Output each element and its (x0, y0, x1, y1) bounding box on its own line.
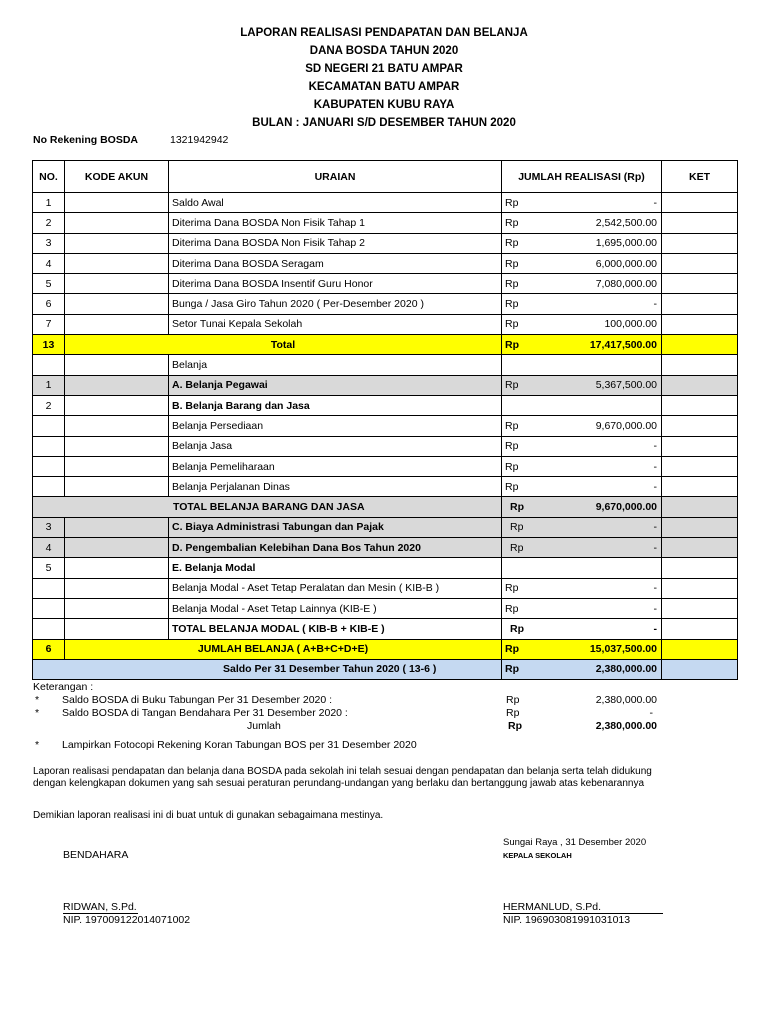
row-amount: - (552, 538, 662, 558)
row-currency: Rp (502, 416, 552, 436)
row-ket (662, 416, 738, 436)
row-uraian: Diterima Dana BOSDA Seragam (169, 253, 502, 273)
table-row (33, 497, 738, 517)
row-currency: Rp (502, 456, 552, 476)
row-currency: Rp (502, 497, 552, 517)
note-item2-label: Saldo BOSDA di Tangan Bendahara Per 31 Desember 2020 : (62, 707, 348, 719)
table-row (33, 517, 738, 537)
row-amount: 100,000.00 (552, 314, 662, 334)
row-amount: - (552, 294, 662, 314)
row-currency: Rp (502, 639, 552, 659)
kepala-sekolah-nip: NIP. 196903081991031013 (503, 914, 631, 926)
row-currency: Rp (502, 436, 552, 456)
row-uraian: Belanja Modal - Aset Tetap Peralatan dan Mesin ( KIB-B ) (169, 578, 502, 598)
row-amount: - (552, 456, 662, 476)
row-amount: - (552, 619, 662, 639)
row-no (33, 619, 65, 639)
row-kode-akun (65, 274, 169, 294)
row-no (33, 598, 65, 618)
row-amount: 1,695,000.00 (552, 233, 662, 253)
table-row (33, 193, 738, 213)
rekening-label: No Rekening BOSDA (33, 134, 139, 146)
row-uraian: Belanja Modal - Aset Tetap Lainnya (KIB-E ) (169, 598, 502, 618)
row-ket (662, 436, 738, 456)
row-ket (662, 314, 738, 334)
row-amount: 9,670,000.00 (552, 497, 662, 517)
row-kode-akun (65, 619, 169, 639)
row-currency: Rp (502, 274, 552, 294)
row-ket (662, 639, 738, 659)
row-uraian: TOTAL BELANJA MODAL ( KIB-B + KIB-E ) (169, 619, 502, 639)
row-uraian: Belanja Persediaan (169, 416, 502, 436)
place-date: Sungai Raya , 31 Desember 2020 (503, 837, 647, 848)
row-no (33, 578, 65, 598)
row-kode-akun (65, 294, 169, 314)
note-item2-amount: - (649, 707, 653, 719)
row-ket (662, 538, 738, 558)
statement-closing: Demikian laporan realisasi ini di buat untuk di gunakan sebagaimana mestinya. (33, 810, 384, 821)
table-row (33, 213, 738, 233)
table-row (33, 416, 738, 436)
row-amount: - (552, 477, 662, 497)
row-uraian: A. Belanja Pegawai (169, 375, 502, 395)
row-amount: 2,380,000.00 (552, 659, 662, 679)
row-uraian: C. Biaya Administrasi Tabungan dan Pajak (169, 517, 502, 537)
header-kode-akun: KODE AKUN (65, 161, 169, 193)
row-kode-akun (65, 314, 169, 334)
statement-line1: Laporan realisasi pendapatan dan belanja dana BOSDA pada sekolah ini telah sesuai dengan pendapatan dan belanja serta telah didukung (33, 766, 652, 777)
row-uraian: Saldo Awal (169, 193, 502, 213)
row-no: 2 (33, 395, 65, 415)
row-uraian: Bunga / Jasa Giro Tahun 2020 ( Per-Desember 2020 ) (169, 294, 502, 314)
row-currency (502, 395, 552, 415)
row-kode-akun (65, 416, 169, 436)
row-uraian: Setor Tunai Kepala Sekolah (169, 314, 502, 334)
row-no: 3 (33, 517, 65, 537)
row-ket (662, 659, 738, 679)
row-ket (662, 294, 738, 314)
row-no: 7 (33, 314, 65, 334)
row-currency: Rp (502, 335, 552, 355)
row-no (33, 355, 65, 375)
report-period: BULAN : JANUARI S/D DESEMBER TAHUN 2020 (252, 117, 516, 129)
row-amount: 15,037,500.00 (552, 639, 662, 659)
row-ket (662, 558, 738, 578)
row-no: 4 (33, 253, 65, 273)
row-amount: - (552, 598, 662, 618)
row-amount: 2,542,500.00 (552, 213, 662, 233)
row-uraian: B. Belanja Barang dan Jasa (169, 395, 502, 415)
row-currency: Rp (502, 253, 552, 273)
row-kode-akun (65, 253, 169, 273)
row-ket (662, 233, 738, 253)
row-currency: Rp (502, 294, 552, 314)
report-regency: KABUPATEN KUBU RAYA (313, 99, 455, 111)
row-ket (662, 619, 738, 639)
note-item1-amount: 2,380,000.00 (595, 694, 657, 706)
row-currency: Rp (502, 375, 552, 395)
row-currency: Rp (502, 193, 552, 213)
row-no: 1 (33, 193, 65, 213)
row-no: 4 (33, 538, 65, 558)
row-currency: Rp (502, 659, 552, 679)
row-kode-akun (65, 395, 169, 415)
row-amount (552, 558, 662, 578)
table-row (33, 558, 738, 578)
row-currency (502, 355, 552, 375)
note-lampiran: Lampirkan Fotocopi Rekening Koran Tabungan BOS per 31 Desember 2020 (62, 739, 417, 751)
row-currency: Rp (502, 517, 552, 537)
note-bullet: * (35, 694, 40, 706)
row-no (33, 416, 65, 436)
row-uraian: Belanja Jasa (169, 436, 502, 456)
note-item2-currency: Rp (506, 707, 520, 719)
row-ket (662, 517, 738, 537)
table-header-row (33, 161, 738, 193)
row-no: 6 (33, 294, 65, 314)
row-kode-akun (65, 578, 169, 598)
row-amount: - (552, 517, 662, 537)
row-ket (662, 355, 738, 375)
table-row (33, 395, 738, 415)
report-district: KECAMATAN BATU AMPAR (308, 81, 460, 93)
row-ket (662, 335, 738, 355)
row-uraian: Diterima Dana BOSDA Non Fisik Tahap 2 (169, 233, 502, 253)
row-uraian: Total (65, 335, 502, 355)
row-kode-akun (65, 517, 169, 537)
row-uraian: Belanja Perjalanan Dinas (169, 477, 502, 497)
note-jumlah-amount: 2,380,000.00 (595, 720, 657, 732)
note-jumlah-label: Jumlah (247, 720, 281, 732)
row-ket (662, 375, 738, 395)
kepala-sekolah-role: KEPALA SEKOLAH (503, 851, 572, 860)
bendahara-name: RIDWAN, S.Pd. (63, 901, 137, 913)
row-currency: Rp (502, 598, 552, 618)
table-row (33, 456, 738, 476)
row-kode-akun (65, 436, 169, 456)
row-uraian: Belanja Pemeliharaan (169, 456, 502, 476)
row-uraian: Saldo Per 31 Desember Tahun 2020 ( 13-6 ) (33, 659, 502, 679)
row-currency: Rp (502, 477, 552, 497)
table-row (33, 598, 738, 618)
header-uraian: URAIAN (169, 161, 502, 193)
row-uraian: Diterima Dana BOSDA Non Fisik Tahap 1 (169, 213, 502, 233)
table-row (33, 355, 738, 375)
row-no: 13 (33, 335, 65, 355)
note-item1-label: Saldo BOSDA di Buku Tabungan Per 31 Desember 2020 : (62, 694, 333, 706)
note-item1-currency: Rp (506, 694, 520, 706)
row-uraian: E. Belanja Modal (169, 558, 502, 578)
row-no (33, 456, 65, 476)
report-fund: DANA BOSDA TAHUN 2020 (309, 45, 459, 57)
row-kode-akun (65, 233, 169, 253)
row-no: 2 (33, 213, 65, 233)
row-amount (552, 395, 662, 415)
row-ket (662, 395, 738, 415)
table-row (33, 274, 738, 294)
table-row (33, 253, 738, 273)
row-uraian: TOTAL BELANJA BARANG DAN JASA (33, 497, 502, 517)
row-uraian: Diterima Dana BOSDA Insentif Guru Honor (169, 274, 502, 294)
row-amount: - (552, 193, 662, 213)
table-row (33, 375, 738, 395)
row-no: 1 (33, 375, 65, 395)
table-row (33, 335, 738, 355)
row-currency: Rp (502, 578, 552, 598)
row-kode-akun (65, 477, 169, 497)
row-no (33, 477, 65, 497)
table-row (33, 477, 738, 497)
bendahara-role: BENDAHARA (63, 849, 129, 861)
table-row (33, 659, 738, 679)
row-amount: 17,417,500.00 (552, 335, 662, 355)
row-no: 5 (33, 274, 65, 294)
row-no: 6 (33, 639, 65, 659)
row-amount: - (552, 578, 662, 598)
table-row (33, 233, 738, 253)
row-ket (662, 213, 738, 233)
row-uraian: JUMLAH BELANJA ( A+B+C+D+E) (65, 639, 502, 659)
row-no (33, 436, 65, 456)
table-row (33, 314, 738, 334)
row-no: 3 (33, 233, 65, 253)
row-currency (502, 558, 552, 578)
row-amount: 5,367,500.00 (552, 375, 662, 395)
note-jumlah-currency: Rp (508, 720, 522, 732)
row-kode-akun (65, 598, 169, 618)
row-kode-akun (65, 538, 169, 558)
row-amount: - (552, 436, 662, 456)
report-school: SD NEGERI 21 BATU AMPAR (305, 63, 463, 75)
row-currency: Rp (502, 314, 552, 334)
row-currency: Rp (502, 213, 552, 233)
table-row (33, 639, 738, 659)
row-amount: 7,080,000.00 (552, 274, 662, 294)
header-jumlah: JUMLAH REALISASI (Rp) (502, 161, 662, 193)
row-kode-akun (65, 375, 169, 395)
row-ket (662, 497, 738, 517)
header-ket: KET (662, 161, 738, 193)
row-ket (662, 578, 738, 598)
rekening-number: 1321942942 (170, 134, 229, 146)
row-kode-akun (65, 213, 169, 233)
kepala-sekolah-name: HERMANLUD, S.Pd. (503, 901, 663, 914)
table-row (33, 578, 738, 598)
row-currency: Rp (502, 233, 552, 253)
row-amount (552, 355, 662, 375)
row-ket (662, 456, 738, 476)
row-no: 5 (33, 558, 65, 578)
note-bullet: * (35, 739, 40, 751)
notes-title: Keterangan : (33, 681, 94, 693)
report-title: LAPORAN REALISASI PENDAPATAN DAN BELANJA (240, 27, 528, 39)
table-row (33, 538, 738, 558)
row-kode-akun (65, 456, 169, 476)
report-table (32, 160, 738, 680)
row-uraian: D. Pengembalian Kelebihan Dana Bos Tahun 2020 (169, 538, 502, 558)
table-row (33, 294, 738, 314)
statement-line2: dengan kelengkapan dokumen yang sah sesuai peraturan perundang-undangan yang berlaku dan bertanggung jawab atas kebenarannya (33, 778, 645, 789)
note-bullet: * (35, 707, 40, 719)
row-amount: 6,000,000.00 (552, 253, 662, 273)
row-currency: Rp (502, 538, 552, 558)
row-uraian: Belanja (169, 355, 502, 375)
bendahara-nip: NIP. 197009122014071002 (63, 914, 191, 926)
table-row (33, 436, 738, 456)
row-currency: Rp (502, 619, 552, 639)
row-amount: 9,670,000.00 (552, 416, 662, 436)
row-kode-akun (65, 193, 169, 213)
row-kode-akun (65, 355, 169, 375)
row-ket (662, 477, 738, 497)
table-row (33, 619, 738, 639)
row-ket (662, 253, 738, 273)
row-ket (662, 598, 738, 618)
row-ket (662, 274, 738, 294)
header-no: NO. (33, 161, 65, 193)
row-ket (662, 193, 738, 213)
row-kode-akun (65, 558, 169, 578)
